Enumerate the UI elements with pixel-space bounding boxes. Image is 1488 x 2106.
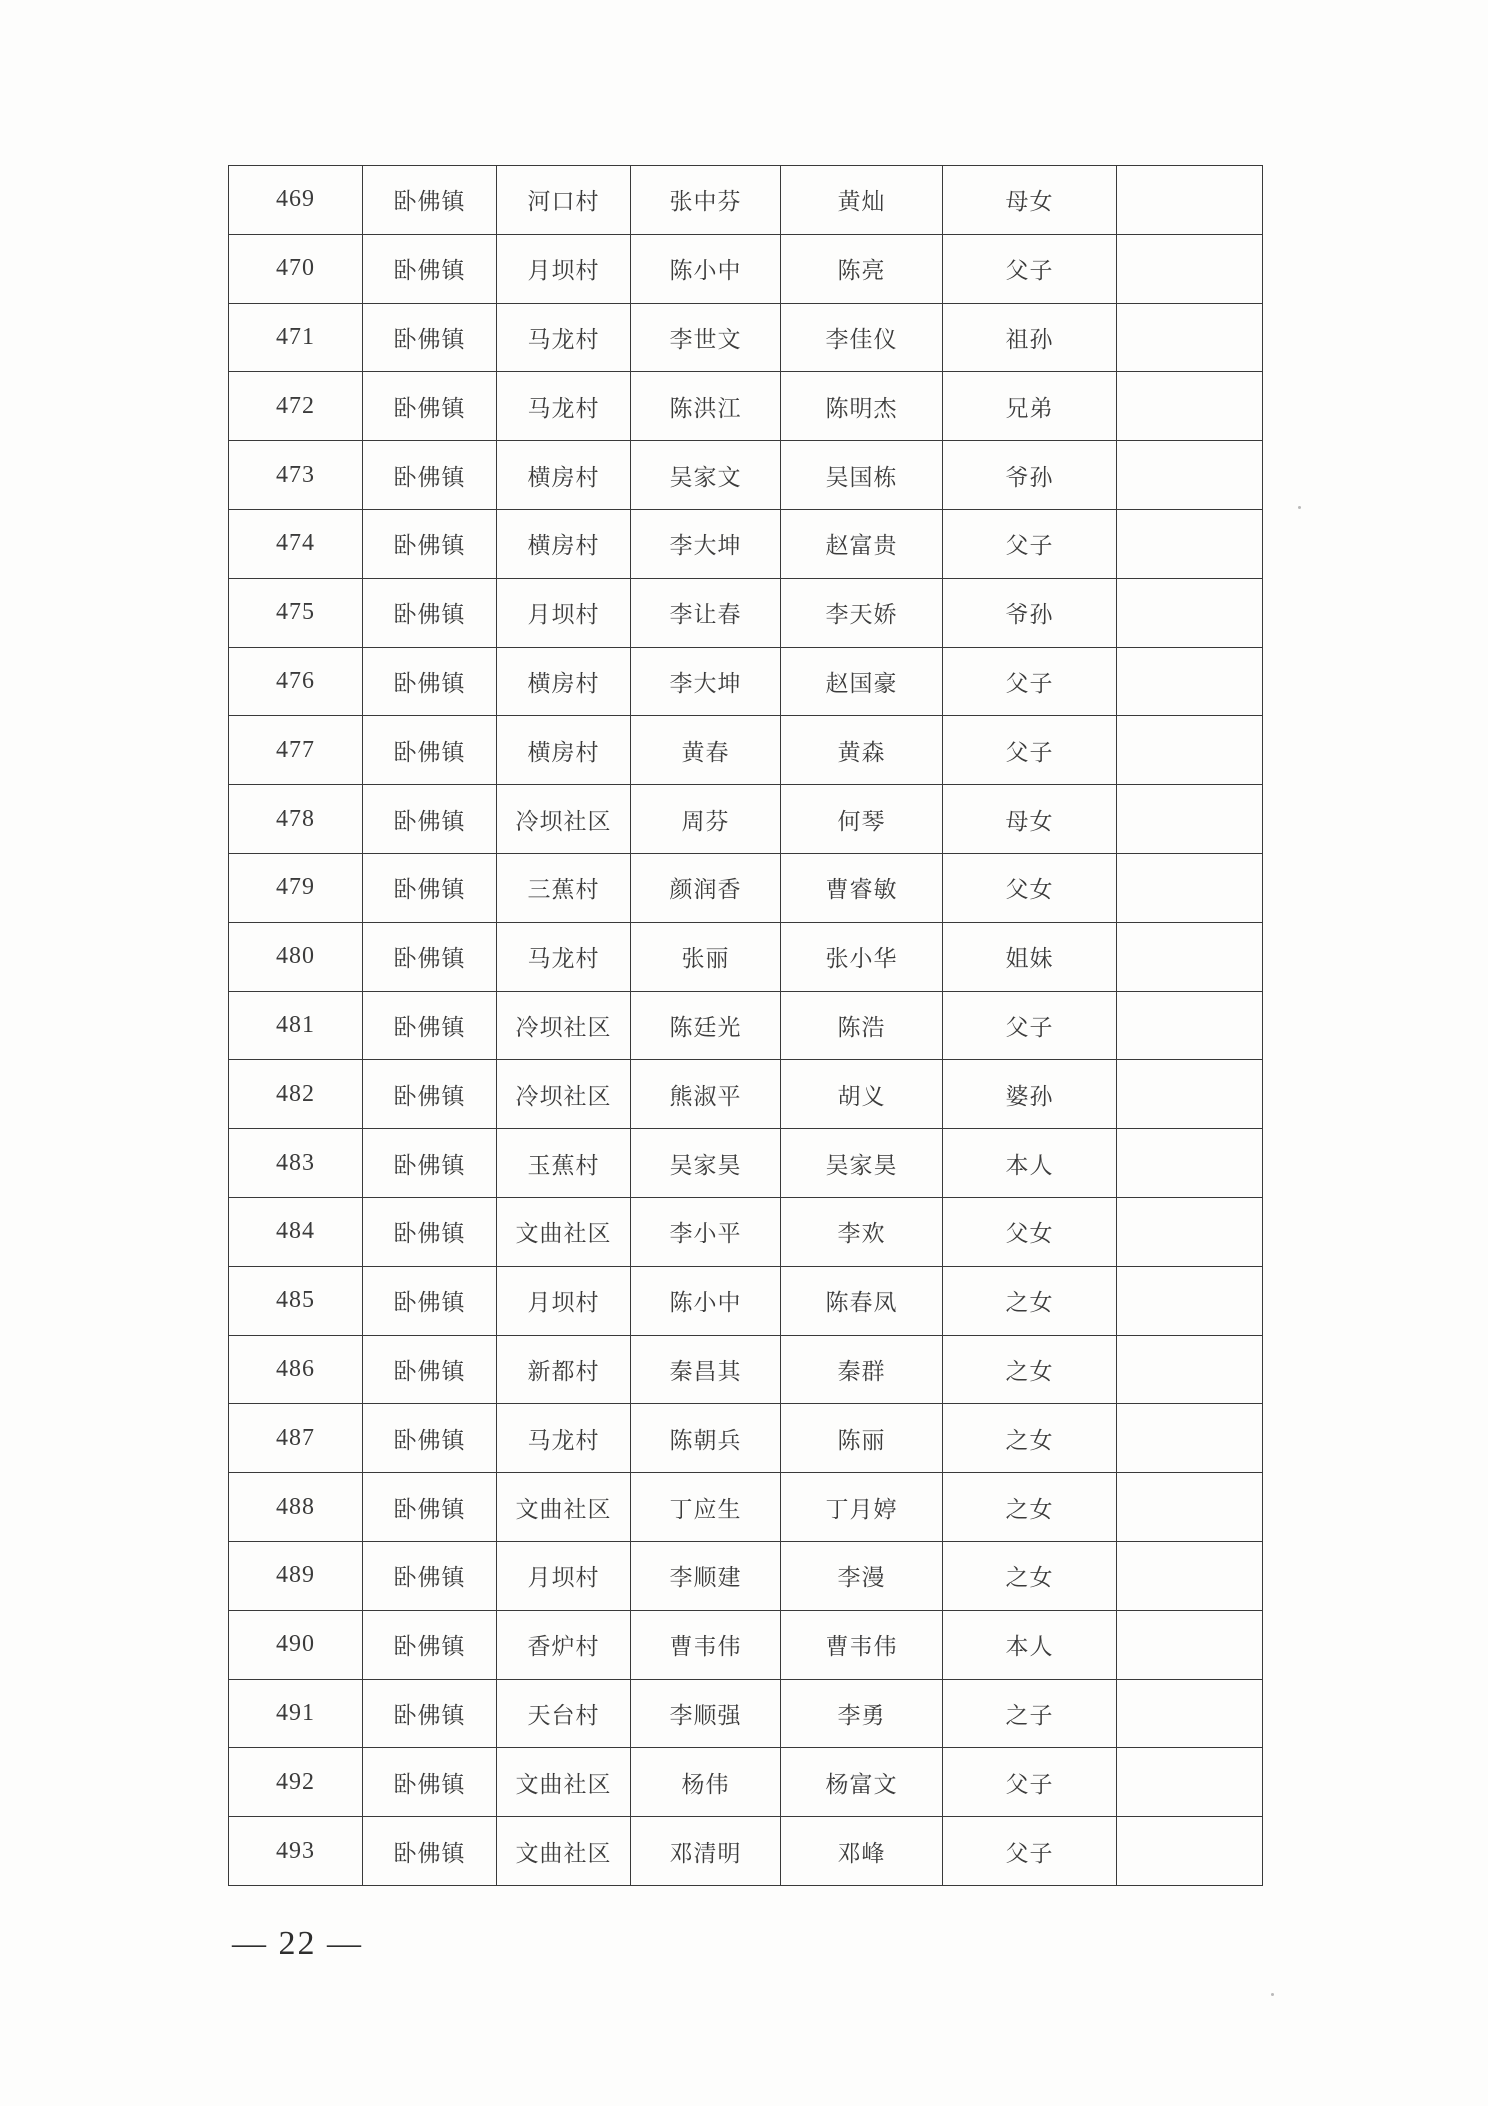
town-cell: 卧佛镇	[363, 922, 497, 991]
table-row	[229, 1129, 1263, 1198]
remark-cell	[1117, 166, 1263, 235]
remark-cell	[1117, 647, 1263, 716]
town-cell: 卧佛镇	[363, 1129, 497, 1198]
village-cell: 冷坝社区	[497, 1060, 631, 1129]
related-name-cell: 吴国栋	[781, 441, 943, 510]
village-cell: 马龙村	[497, 922, 631, 991]
relation-cell: 之女	[943, 1266, 1117, 1335]
village-cell: 香炉村	[497, 1610, 631, 1679]
table-row	[229, 853, 1263, 922]
related-name-cell: 秦群	[781, 1335, 943, 1404]
row-number-cell: 483	[229, 1129, 363, 1198]
town-cell: 卧佛镇	[363, 1473, 497, 1542]
table-row	[229, 922, 1263, 991]
related-name-cell: 杨富文	[781, 1748, 943, 1817]
town-cell: 卧佛镇	[363, 1679, 497, 1748]
village-cell: 玉蕉村	[497, 1129, 631, 1198]
table-row	[229, 509, 1263, 578]
town-cell: 卧佛镇	[363, 578, 497, 647]
relation-cell: 母女	[943, 785, 1117, 854]
name-cell: 张中芬	[631, 166, 781, 235]
table-row	[229, 1197, 1263, 1266]
remark-cell	[1117, 716, 1263, 785]
related-name-cell: 李欢	[781, 1197, 943, 1266]
related-name-cell: 李勇	[781, 1679, 943, 1748]
relation-cell: 父子	[943, 716, 1117, 785]
village-cell: 月坝村	[497, 578, 631, 647]
village-cell: 三蕉村	[497, 853, 631, 922]
name-cell: 李世文	[631, 303, 781, 372]
town-cell: 卧佛镇	[363, 785, 497, 854]
name-cell: 陈小中	[631, 234, 781, 303]
roster-table	[228, 165, 1263, 1886]
row-number-cell: 476	[229, 647, 363, 716]
related-name-cell: 吴家昊	[781, 1129, 943, 1198]
village-cell: 冷坝社区	[497, 991, 631, 1060]
town-cell: 卧佛镇	[363, 372, 497, 441]
name-cell: 李顺建	[631, 1541, 781, 1610]
scan-speck	[1298, 506, 1301, 509]
related-name-cell: 赵国豪	[781, 647, 943, 716]
name-cell: 曹韦伟	[631, 1610, 781, 1679]
relation-cell: 父女	[943, 853, 1117, 922]
remark-cell	[1117, 1473, 1263, 1542]
village-cell: 马龙村	[497, 303, 631, 372]
village-cell: 横房村	[497, 441, 631, 510]
related-name-cell: 赵富贵	[781, 509, 943, 578]
village-cell: 横房村	[497, 509, 631, 578]
relation-cell: 爷孙	[943, 441, 1117, 510]
village-cell: 文曲社区	[497, 1473, 631, 1542]
related-name-cell: 陈春凤	[781, 1266, 943, 1335]
table-row	[229, 1817, 1263, 1886]
town-cell: 卧佛镇	[363, 647, 497, 716]
remark-cell	[1117, 1060, 1263, 1129]
remark-cell	[1117, 922, 1263, 991]
table-row	[229, 1541, 1263, 1610]
name-cell: 陈朝兵	[631, 1404, 781, 1473]
relation-cell: 之女	[943, 1473, 1117, 1542]
relation-cell: 母女	[943, 166, 1117, 235]
related-name-cell: 曹韦伟	[781, 1610, 943, 1679]
row-number-cell: 479	[229, 853, 363, 922]
name-cell: 熊淑平	[631, 1060, 781, 1129]
remark-cell	[1117, 234, 1263, 303]
village-cell: 月坝村	[497, 234, 631, 303]
relation-cell: 之子	[943, 1679, 1117, 1748]
town-cell: 卧佛镇	[363, 716, 497, 785]
remark-cell	[1117, 1266, 1263, 1335]
related-name-cell: 陈明杰	[781, 372, 943, 441]
relation-cell: 之女	[943, 1335, 1117, 1404]
table-row	[229, 1404, 1263, 1473]
remark-cell	[1117, 1129, 1263, 1198]
roster-body	[229, 166, 1263, 1886]
row-number-cell: 493	[229, 1817, 363, 1886]
table-row	[229, 647, 1263, 716]
town-cell: 卧佛镇	[363, 234, 497, 303]
town-cell: 卧佛镇	[363, 1335, 497, 1404]
town-cell: 卧佛镇	[363, 991, 497, 1060]
table-row	[229, 441, 1263, 510]
town-cell: 卧佛镇	[363, 1817, 497, 1886]
town-cell: 卧佛镇	[363, 1748, 497, 1817]
relation-cell: 婆孙	[943, 1060, 1117, 1129]
relation-cell: 父子	[943, 647, 1117, 716]
relation-cell: 本人	[943, 1610, 1117, 1679]
related-name-cell: 李佳仪	[781, 303, 943, 372]
table-row	[229, 303, 1263, 372]
table-row	[229, 1266, 1263, 1335]
relation-cell: 之女	[943, 1404, 1117, 1473]
relation-cell: 父子	[943, 234, 1117, 303]
name-cell: 李让春	[631, 578, 781, 647]
related-name-cell: 黄灿	[781, 166, 943, 235]
row-number-cell: 489	[229, 1541, 363, 1610]
town-cell: 卧佛镇	[363, 1060, 497, 1129]
town-cell: 卧佛镇	[363, 1266, 497, 1335]
relation-cell: 父子	[943, 1748, 1117, 1817]
remark-cell	[1117, 853, 1263, 922]
row-number-cell: 491	[229, 1679, 363, 1748]
row-number-cell: 482	[229, 1060, 363, 1129]
remark-cell	[1117, 372, 1263, 441]
table-row	[229, 372, 1263, 441]
relation-cell: 兄弟	[943, 372, 1117, 441]
table-row	[229, 1748, 1263, 1817]
row-number-cell: 469	[229, 166, 363, 235]
village-cell: 新都村	[497, 1335, 631, 1404]
name-cell: 丁应生	[631, 1473, 781, 1542]
village-cell: 文曲社区	[497, 1748, 631, 1817]
related-name-cell: 胡义	[781, 1060, 943, 1129]
row-number-cell: 474	[229, 509, 363, 578]
name-cell: 颜润香	[631, 853, 781, 922]
table-row	[229, 991, 1263, 1060]
remark-cell	[1117, 1197, 1263, 1266]
name-cell: 周芬	[631, 785, 781, 854]
remark-cell	[1117, 1335, 1263, 1404]
town-cell: 卧佛镇	[363, 303, 497, 372]
relation-cell: 父子	[943, 991, 1117, 1060]
row-number-cell: 478	[229, 785, 363, 854]
table-row	[229, 785, 1263, 854]
related-name-cell: 陈浩	[781, 991, 943, 1060]
remark-cell	[1117, 1679, 1263, 1748]
name-cell: 黄春	[631, 716, 781, 785]
row-number-cell: 492	[229, 1748, 363, 1817]
remark-cell	[1117, 509, 1263, 578]
remark-cell	[1117, 578, 1263, 647]
village-cell: 文曲社区	[497, 1197, 631, 1266]
remark-cell	[1117, 1817, 1263, 1886]
name-cell: 邓清明	[631, 1817, 781, 1886]
town-cell: 卧佛镇	[363, 1541, 497, 1610]
related-name-cell: 邓峰	[781, 1817, 943, 1886]
name-cell: 吴家文	[631, 441, 781, 510]
scan-speck	[1271, 1993, 1274, 1996]
row-number-cell: 475	[229, 578, 363, 647]
name-cell: 李小平	[631, 1197, 781, 1266]
table-row	[229, 1060, 1263, 1129]
relation-cell: 祖孙	[943, 303, 1117, 372]
town-cell: 卧佛镇	[363, 1404, 497, 1473]
remark-cell	[1117, 441, 1263, 510]
relation-cell: 父女	[943, 1197, 1117, 1266]
row-number-cell: 484	[229, 1197, 363, 1266]
town-cell: 卧佛镇	[363, 166, 497, 235]
name-cell: 吴家昊	[631, 1129, 781, 1198]
related-name-cell: 李漫	[781, 1541, 943, 1610]
village-cell: 月坝村	[497, 1266, 631, 1335]
remark-cell	[1117, 785, 1263, 854]
table-row	[229, 578, 1263, 647]
table-row	[229, 234, 1263, 303]
name-cell: 李大坤	[631, 509, 781, 578]
table-row	[229, 1679, 1263, 1748]
name-cell: 陈洪江	[631, 372, 781, 441]
table-row	[229, 716, 1263, 785]
remark-cell	[1117, 1748, 1263, 1817]
name-cell: 陈廷光	[631, 991, 781, 1060]
row-number-cell: 485	[229, 1266, 363, 1335]
name-cell: 李顺强	[631, 1679, 781, 1748]
remark-cell	[1117, 303, 1263, 372]
related-name-cell: 丁月婷	[781, 1473, 943, 1542]
row-number-cell: 481	[229, 991, 363, 1060]
village-cell: 横房村	[497, 647, 631, 716]
row-number-cell: 471	[229, 303, 363, 372]
relation-cell: 父子	[943, 1817, 1117, 1886]
relation-cell: 本人	[943, 1129, 1117, 1198]
related-name-cell: 黄森	[781, 716, 943, 785]
row-number-cell: 470	[229, 234, 363, 303]
row-number-cell: 477	[229, 716, 363, 785]
remark-cell	[1117, 1404, 1263, 1473]
row-number-cell: 480	[229, 922, 363, 991]
village-cell: 天台村	[497, 1679, 631, 1748]
village-cell: 横房村	[497, 716, 631, 785]
remark-cell	[1117, 1541, 1263, 1610]
relation-cell: 之女	[943, 1541, 1117, 1610]
name-cell: 张丽	[631, 922, 781, 991]
name-cell: 陈小中	[631, 1266, 781, 1335]
table-row	[229, 166, 1263, 235]
town-cell: 卧佛镇	[363, 441, 497, 510]
related-name-cell: 陈亮	[781, 234, 943, 303]
name-cell: 李大坤	[631, 647, 781, 716]
table-row	[229, 1473, 1263, 1542]
village-cell: 冷坝社区	[497, 785, 631, 854]
row-number-cell: 486	[229, 1335, 363, 1404]
page-number: — 22 —	[232, 1925, 363, 1962]
town-cell: 卧佛镇	[363, 1610, 497, 1679]
row-number-cell: 473	[229, 441, 363, 510]
related-name-cell: 李天娇	[781, 578, 943, 647]
town-cell: 卧佛镇	[363, 853, 497, 922]
remark-cell	[1117, 1610, 1263, 1679]
relation-cell: 爷孙	[943, 578, 1117, 647]
related-name-cell: 张小华	[781, 922, 943, 991]
village-cell: 文曲社区	[497, 1817, 631, 1886]
row-number-cell: 487	[229, 1404, 363, 1473]
row-number-cell: 488	[229, 1473, 363, 1542]
remark-cell	[1117, 991, 1263, 1060]
table-row	[229, 1610, 1263, 1679]
row-number-cell: 490	[229, 1610, 363, 1679]
village-cell: 河口村	[497, 166, 631, 235]
relation-cell: 姐妹	[943, 922, 1117, 991]
village-cell: 月坝村	[497, 1541, 631, 1610]
name-cell: 杨伟	[631, 1748, 781, 1817]
related-name-cell: 何琴	[781, 785, 943, 854]
table-row	[229, 1335, 1263, 1404]
relation-cell: 父子	[943, 509, 1117, 578]
village-cell: 马龙村	[497, 372, 631, 441]
related-name-cell: 曹睿敏	[781, 853, 943, 922]
village-cell: 马龙村	[497, 1404, 631, 1473]
town-cell: 卧佛镇	[363, 509, 497, 578]
name-cell: 秦昌其	[631, 1335, 781, 1404]
row-number-cell: 472	[229, 372, 363, 441]
related-name-cell: 陈丽	[781, 1404, 943, 1473]
town-cell: 卧佛镇	[363, 1197, 497, 1266]
